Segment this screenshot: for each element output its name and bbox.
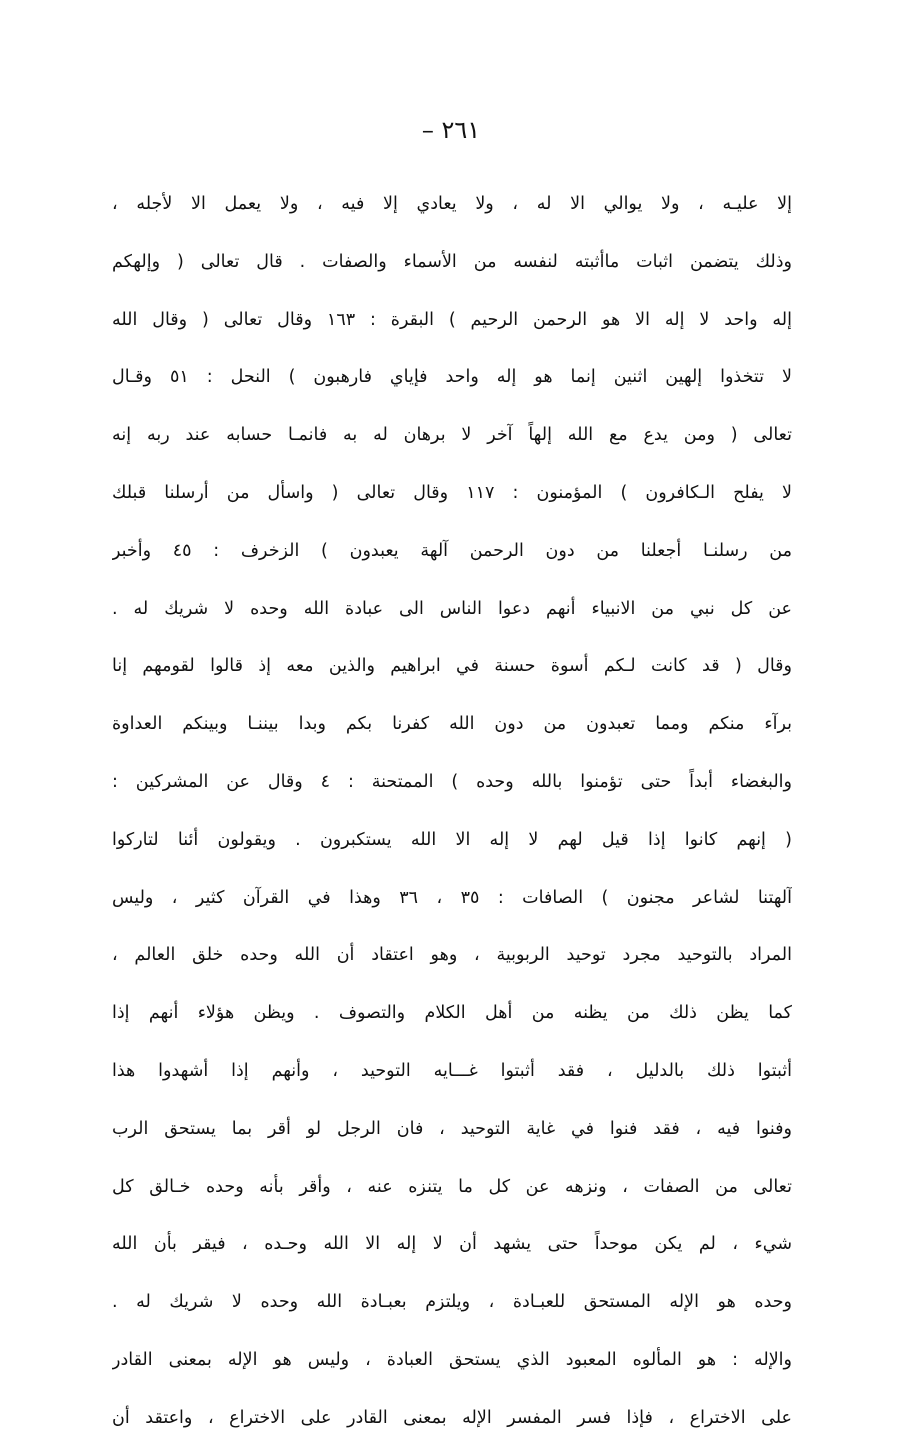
text-line: آلهتنا لشاعر مجنون ) الصافات : ٣٥ ، ٣٦ وهذا في القرآن كثير ، وليس — [112, 887, 792, 908]
page-number: ٢٦١ – — [421, 116, 481, 144]
text-line: برآء منكم ومما تعبدون من دون الله كفرنا بكم وبدا بيننـا وبينكم العداوة — [112, 714, 792, 735]
text-line: إلا عليـه ، ولا يوالي الا له ، ولا يعادي إلا فيه ، ولا يعمل الا لأجله ، — [112, 194, 792, 214]
text-line: والبغضاء أبداً حتى تؤمنوا بالله وحده ) الممتحنة : ٤ وقال عن المشركين : — [112, 771, 792, 792]
text-line: وذلك يتضمن اثبات ماأثبته لنفسه من الأسماء والصفات . قال تعالى ( وإلهكم — [112, 251, 792, 272]
text-line: وفنوا فيه ، فقد فنوا في غاية التوحيد ، فان الرجل لو أقر بما يستحق الرب — [112, 1118, 792, 1139]
text-line: أثبتوا ذلك بالدليل ، فقد أثبتوا غـــايه التوحيد ، وأنهم إذا أشهدوا هذا — [112, 1060, 792, 1081]
text-line: تعالى من الصفات ، ونزهه عن كل ما يتنزه عنه ، وأقر بأنه وحده خـالق كل — [112, 1176, 792, 1197]
text-line: كما يظن ذلك من يظنه من أهل الكلام والتصوف . ويظن هؤلاء أنهم إذا — [112, 1003, 792, 1024]
text-line: لا يفلح الـكافرون ) المؤمنون : ١١٧ وقال تعالى ( واسأل من أرسلنا قبلك — [112, 482, 792, 503]
text-line: لا تتخذوا إلهين اثنين إنما هو إله واحد فإياي فارهبون ) النحل : ٥١ وقـال — [112, 367, 792, 388]
text-line: وحده هو الإله المستحق للعبـادة ، ويلتزم بعبـادة الله وحده لا شريك له . — [112, 1292, 792, 1313]
text-line: من رسلنـا أجعلنا من دون الرحمن آلهة يعبدون ) الزخرف : ٤٥ وأخبر — [112, 540, 792, 561]
text-line: شيء ، لم يكن موحداً حتى يشهد أن لا إله الا الله وحـده ، فيقر بأن الله — [112, 1234, 792, 1255]
text-line: إله واحد لا إله الا هو الرحمن الرحيم ) البقرة : ١٦٣ وقال تعالى ( وقال الله — [112, 309, 792, 330]
text-line: تعالى ( ومن يدع مع الله إلهاً آخر لا برهان له به فانمـا حسابه عند ربه إنه — [112, 425, 792, 446]
text-line: وقال ( قد كانت لـكم أسوة حسنة في ابراهيم والذين معه إذ قالوا لقومهم إنا — [112, 656, 792, 677]
text-line: المراد بالتوحيد مجرد توحيد الربوبية ، وهو اعتقاد أن الله وحده خلق العالم ، — [112, 945, 792, 966]
text-line: ( إنهم كانوا إذا قيل لهم لا إله الا الله يستكبرون . ويقولون أئنا لتاركوا — [112, 829, 792, 850]
text-line: عن كل نبي من الانبياء أنهم دعوا الناس الى عبادة الله وحده لا شريك له . — [112, 598, 792, 619]
text-line: والإله : هو المألوه المعبود الذي يستحق العبادة ، وليس هو الإله بمعنى القادر — [112, 1349, 792, 1370]
body-text — [112, 176, 792, 1448]
text-line: على الاختراع ، فإذا فسر المفسر الإله بمعنى القادر على الاختراع ، واعتقد أن — [112, 1407, 792, 1428]
